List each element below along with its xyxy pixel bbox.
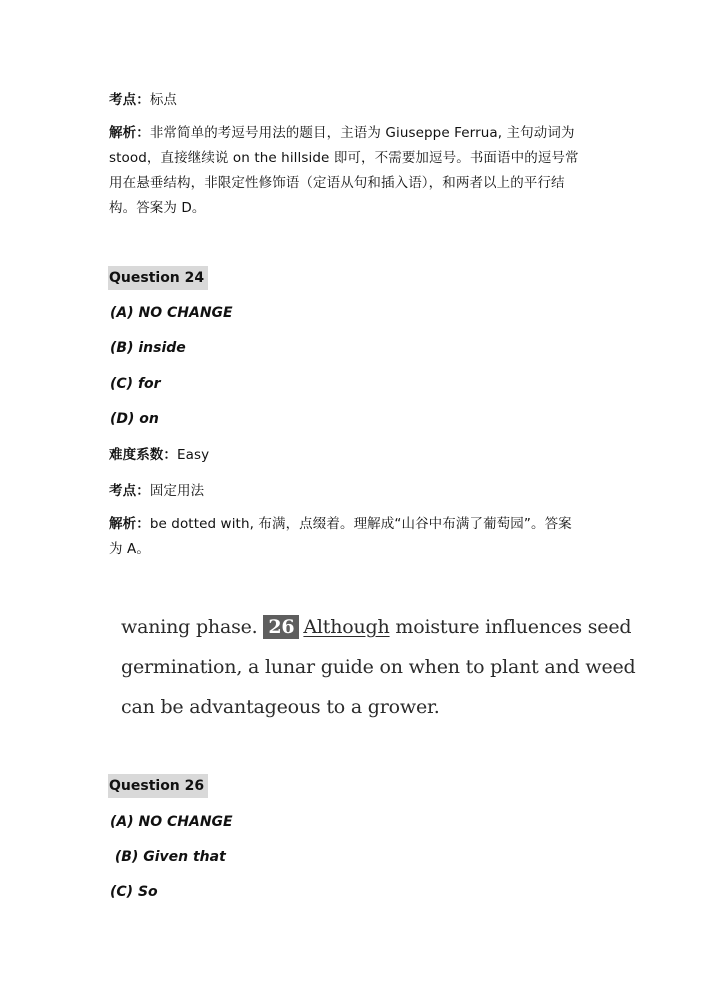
q24-choice-d: (D) on	[110, 411, 159, 427]
q26-choice-b: (B) Given that	[110, 849, 226, 865]
kaodian-label: 考点：	[109, 483, 150, 499]
underlined-word: Although	[303, 616, 390, 638]
question-24-heading: Question 24	[108, 266, 208, 290]
jiexi-label: 解析：	[109, 516, 150, 532]
jiexi-label: 解析：	[109, 125, 150, 141]
jiexi-text-line-3: 用在悬垂结构，非限定性修饰语（定语从句和插入语），和两者以上的平行结	[109, 175, 565, 191]
kaodian-value: 固定用法	[149, 483, 205, 499]
q24-choice-a: (A) NO CHANGE	[110, 305, 233, 321]
passage-line-2: germination, a lunar guide on when to plant and weed	[121, 656, 636, 678]
difficulty-line-q24	[109, 446, 209, 464]
difficulty-value: Easy	[177, 447, 210, 463]
kaodian-line-q23	[109, 91, 177, 109]
question-number-box: 26	[263, 615, 299, 639]
q26-choice-a: (A) NO CHANGE	[110, 814, 233, 830]
passage-excerpt	[121, 607, 636, 727]
passage-text-before: waning phase.	[121, 616, 258, 638]
kaodian-label: 考点：	[109, 92, 150, 108]
passage-line-1	[121, 607, 632, 647]
jiexi-text-line-1: 非常简单的考逗号用法的题目，主语为 Giuseppe Ferrua, 主句动词为	[149, 125, 575, 141]
q24-choice-c: (C) for	[110, 376, 161, 392]
difficulty-label: 难度系数：	[109, 447, 177, 463]
jiexi-paragraph-q23	[109, 121, 614, 221]
question-26-heading: Question 26	[108, 774, 208, 798]
jiexi-text-line-2: 为 A。	[109, 541, 150, 557]
q24-choice-b: (B) inside	[110, 340, 186, 356]
passage-text-after: moisture influences seed	[395, 616, 632, 638]
q26-choice-c: (C) So	[110, 884, 158, 900]
jiexi-text-line-1: be dotted with, 布满，点缀着。理解成“山谷中布满了葡萄园”。答案	[149, 516, 572, 532]
kaodian-value: 标点	[149, 92, 178, 108]
jiexi-text-line-4: 构。答案为 D。	[109, 200, 206, 216]
passage-line-3: can be advantageous to a grower.	[121, 696, 440, 718]
jiexi-paragraph-q24	[109, 512, 614, 562]
jiexi-text-line-2: stood，直接继续说 on the hillside 即可，不需要加逗号。书面语中的逗号常	[109, 150, 579, 166]
kaodian-line-q24	[109, 482, 204, 500]
